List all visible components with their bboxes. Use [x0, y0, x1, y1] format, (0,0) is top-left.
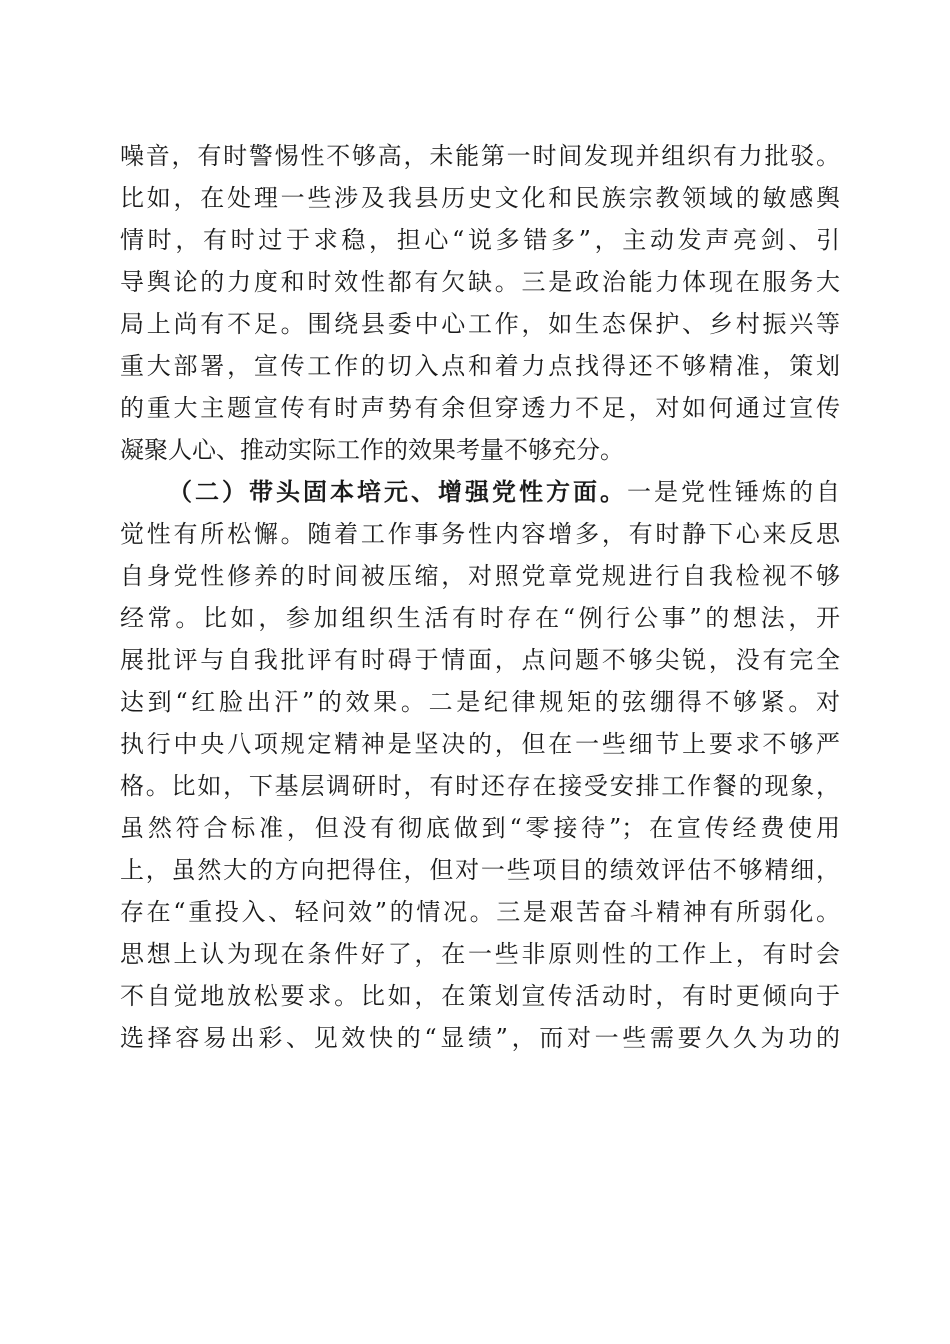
text-line: 上，虽然大的方向把得住，但对一些项目的绩效评估不够精细， — [120, 856, 840, 884]
text-line: 执行中央八项规定精神是坚决的，但在一些细节上要求不够严 — [120, 730, 840, 758]
text-line: 不自觉地放松要求。比如，在策划宣传活动时，有时更倾向于 — [120, 982, 840, 1010]
text-line: 导舆论的力度和时效性都有欠缺。三是政治能力体现在服务大 — [120, 268, 840, 296]
section-heading: （二）带头固本培元、增强党性方面。 — [168, 477, 627, 506]
text-line: 局上尚有不足。围绕县委中心工作，如生态保护、乡村振兴等 — [120, 310, 840, 338]
text-line: 选择容易出彩、见效快的“显绩”，而对一些需要久久为功的 — [120, 1024, 840, 1052]
text-line: 经常。比如，参加组织生活有时存在“例行公事”的想法，开 — [120, 604, 840, 632]
text-line: 噪音，有时警惕性不够高，未能第一时间发现并组织有力批驳。 — [120, 142, 840, 170]
text-line: 比如，在处理一些涉及我县历史文化和民族宗教领域的敏感舆 — [120, 184, 840, 212]
text-line: 凝聚人心、推动实际工作的效果考量不够充分。 — [120, 436, 624, 464]
body-text — [120, 135, 840, 1059]
text-line: 自身党性修养的时间被压缩，对照党章党规进行自我检视不够 — [120, 562, 840, 590]
text-line: 觉性有所松懈。随着工作事务性内容增多，有时静下心来反思 — [120, 520, 840, 548]
text-line: 展批评与自我批评有时碍于情面，点问题不够尖锐，没有完全 — [120, 646, 840, 674]
text-line: 达到“红脸出汗”的效果。二是纪律规矩的弦绷得不够紧。对 — [120, 688, 840, 716]
text-line: 格。比如，下基层调研时，有时还存在接受安排工作餐的现象， — [120, 772, 840, 800]
section-heading-line — [120, 471, 840, 513]
text-line: 情时，有时过于求稳，担心“说多错多”，主动发声亮剑、引 — [120, 226, 840, 254]
text-line: 思想上认为现在条件好了，在一些非原则性的工作上，有时会 — [120, 940, 840, 968]
text-line: 存在“重投入、轻问效”的情况。三是艰苦奋斗精神有所弱化。 — [120, 898, 840, 926]
text-line: 虽然符合标准，但没有彻底做到“零接待”；在宣传经费使用 — [120, 814, 840, 842]
text-line: 的重大主题宣传有时声势有余但穿透力不足，对如何通过宣传 — [120, 394, 840, 422]
text-line: 重大部署，宣传工作的切入点和着力点找得还不够精准，策划 — [120, 352, 840, 380]
section-heading-rest: 一是党性锤炼的自 — [627, 478, 840, 506]
